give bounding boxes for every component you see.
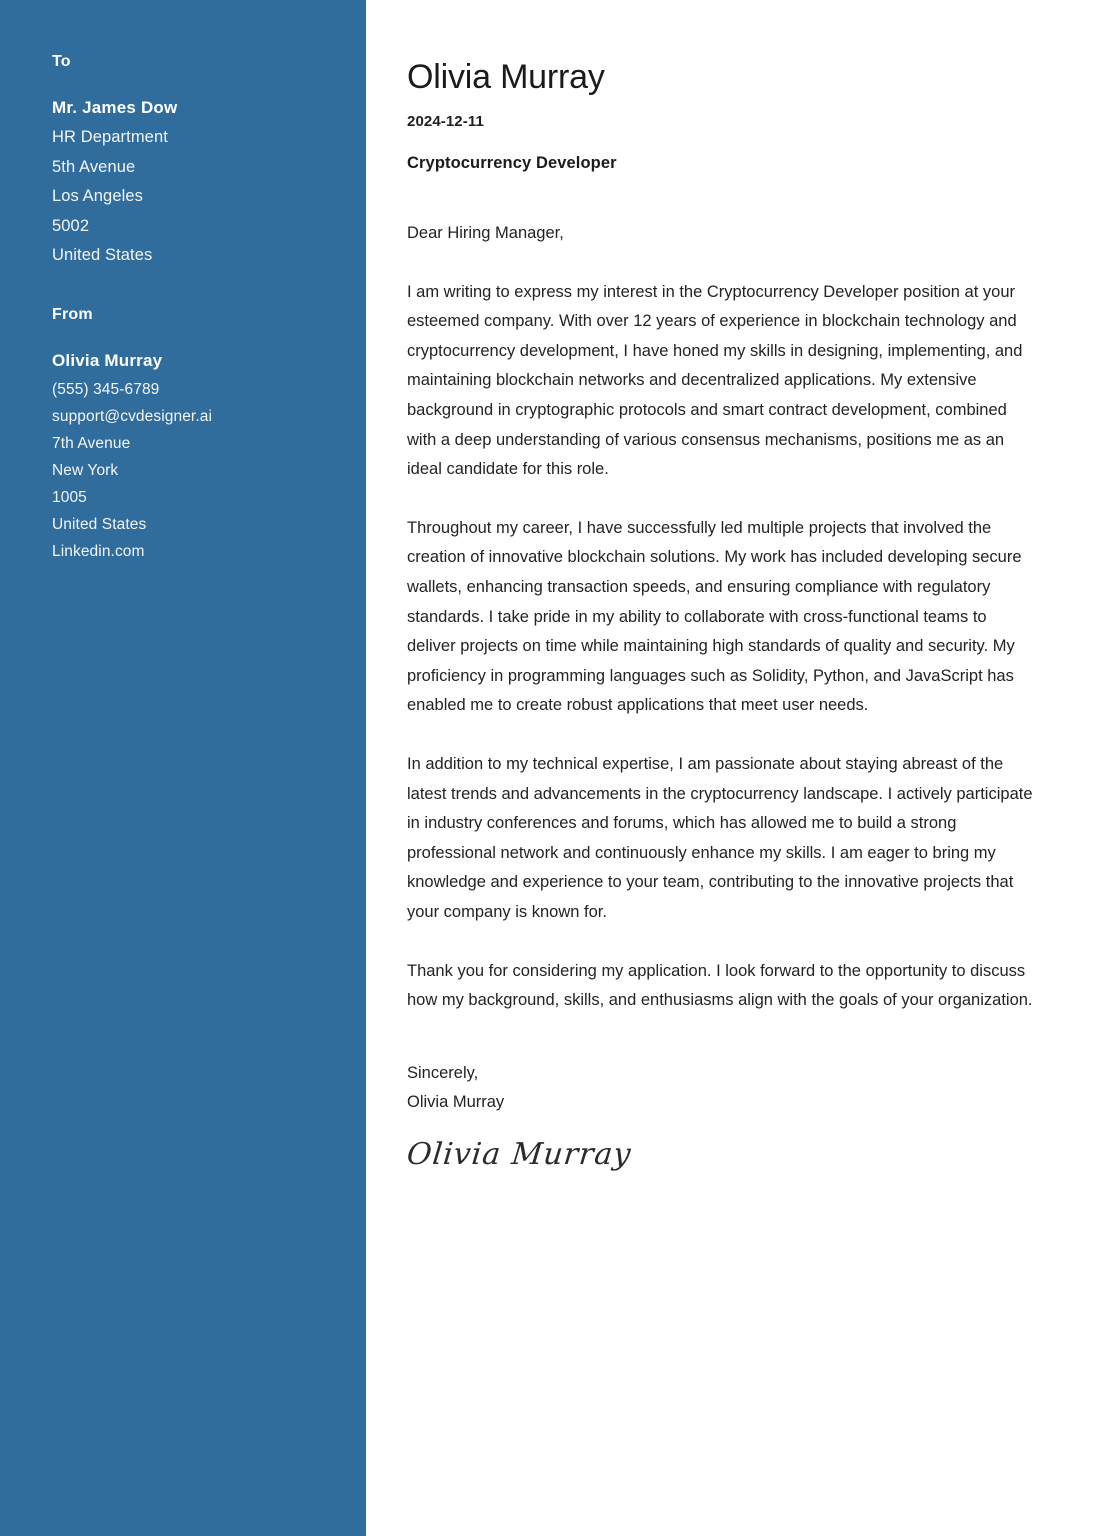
sender-block bbox=[52, 305, 326, 565]
sender-line: 7th Avenue bbox=[52, 434, 131, 452]
recipient-name: Mr. James Dow bbox=[52, 98, 178, 118]
recipient-line: HR Department bbox=[52, 128, 168, 147]
letter-paragraph: Thank you for considering my application. I look forward to the opportunity to discuss how my background, skills, and enthusiasms align with the goals of your organization. bbox=[407, 961, 1033, 1010]
from-heading: From bbox=[52, 305, 93, 323]
letter-date: 2024-12-11 bbox=[407, 113, 484, 131]
signature: Olivia Murray bbox=[405, 1136, 634, 1172]
letter-salutation: Dear Hiring Manager, bbox=[407, 224, 564, 243]
closing-name: Olivia Murray bbox=[407, 1093, 505, 1112]
recipient-line: 5th Avenue bbox=[52, 157, 136, 176]
letter-paragraph: Throughout my career, I have successfully led multiple projects that involved the creation of innovative blockchain solutions. My work has included developing secure wallets, enhancing transaction speeds, and ensuring compliance with regulatory standards. I take pride in my ability to collaborate with cross-functional teams to deliver projects on time while maintaining high standards of quality and security. My proficiency in programming languages such as Solidity, Python, and JavaScript has enabled me to create robust applications that meet user needs. bbox=[407, 518, 1022, 715]
sender-line: 1005 bbox=[52, 488, 87, 506]
sender-phone: (555) 345-6789 bbox=[52, 380, 160, 398]
sidebar bbox=[0, 0, 366, 1536]
recipient-line: United States bbox=[52, 246, 153, 265]
letter-closing bbox=[407, 1059, 1039, 1118]
letter-paragraph: In addition to my technical expertise, I am passionate about staying abreast of the latest trends and advancements in the cryptocurrency landscape. I actively participate in industry conferences and forums, which has allowed me to build a strong professional network and continuously enhance my skills. I am eager to bring my knowledge and experience to your team, contributing to the innovative projects that your company is known for. bbox=[407, 755, 1033, 921]
sender-email: support@cvdesigner.ai bbox=[52, 407, 213, 425]
letter-paragraph: I am writing to express my interest in the Cryptocurrency Developer position at your esteemed company. With over 12 years of experience in blockchain technology and cryptocurrency development, I have honed my skills in designing, implementing, and maintaining blockchain networks and decentralized applications. My extensive background in cryptographic protocols and smart contract development, combined with a deep understanding of various consensus mechanisms, positions me as an ideal candidate for this role. bbox=[407, 282, 1023, 479]
letter-content bbox=[407, 0, 1039, 1171]
sender-line: United States bbox=[52, 515, 147, 533]
recipient-line: 5002 bbox=[52, 216, 90, 235]
sender-website: Linkedin.com bbox=[52, 542, 145, 560]
closing-word: Sincerely, bbox=[407, 1063, 479, 1082]
sender-name: Olivia Murray bbox=[52, 350, 163, 370]
letter-author-name: Olivia Murray bbox=[407, 58, 605, 96]
letter-job-title: Cryptocurrency Developer bbox=[407, 154, 617, 173]
to-heading: To bbox=[52, 53, 71, 70]
sender-line: New York bbox=[52, 461, 119, 479]
recipient-line: Los Angeles bbox=[52, 187, 144, 206]
recipient-block bbox=[52, 52, 326, 271]
